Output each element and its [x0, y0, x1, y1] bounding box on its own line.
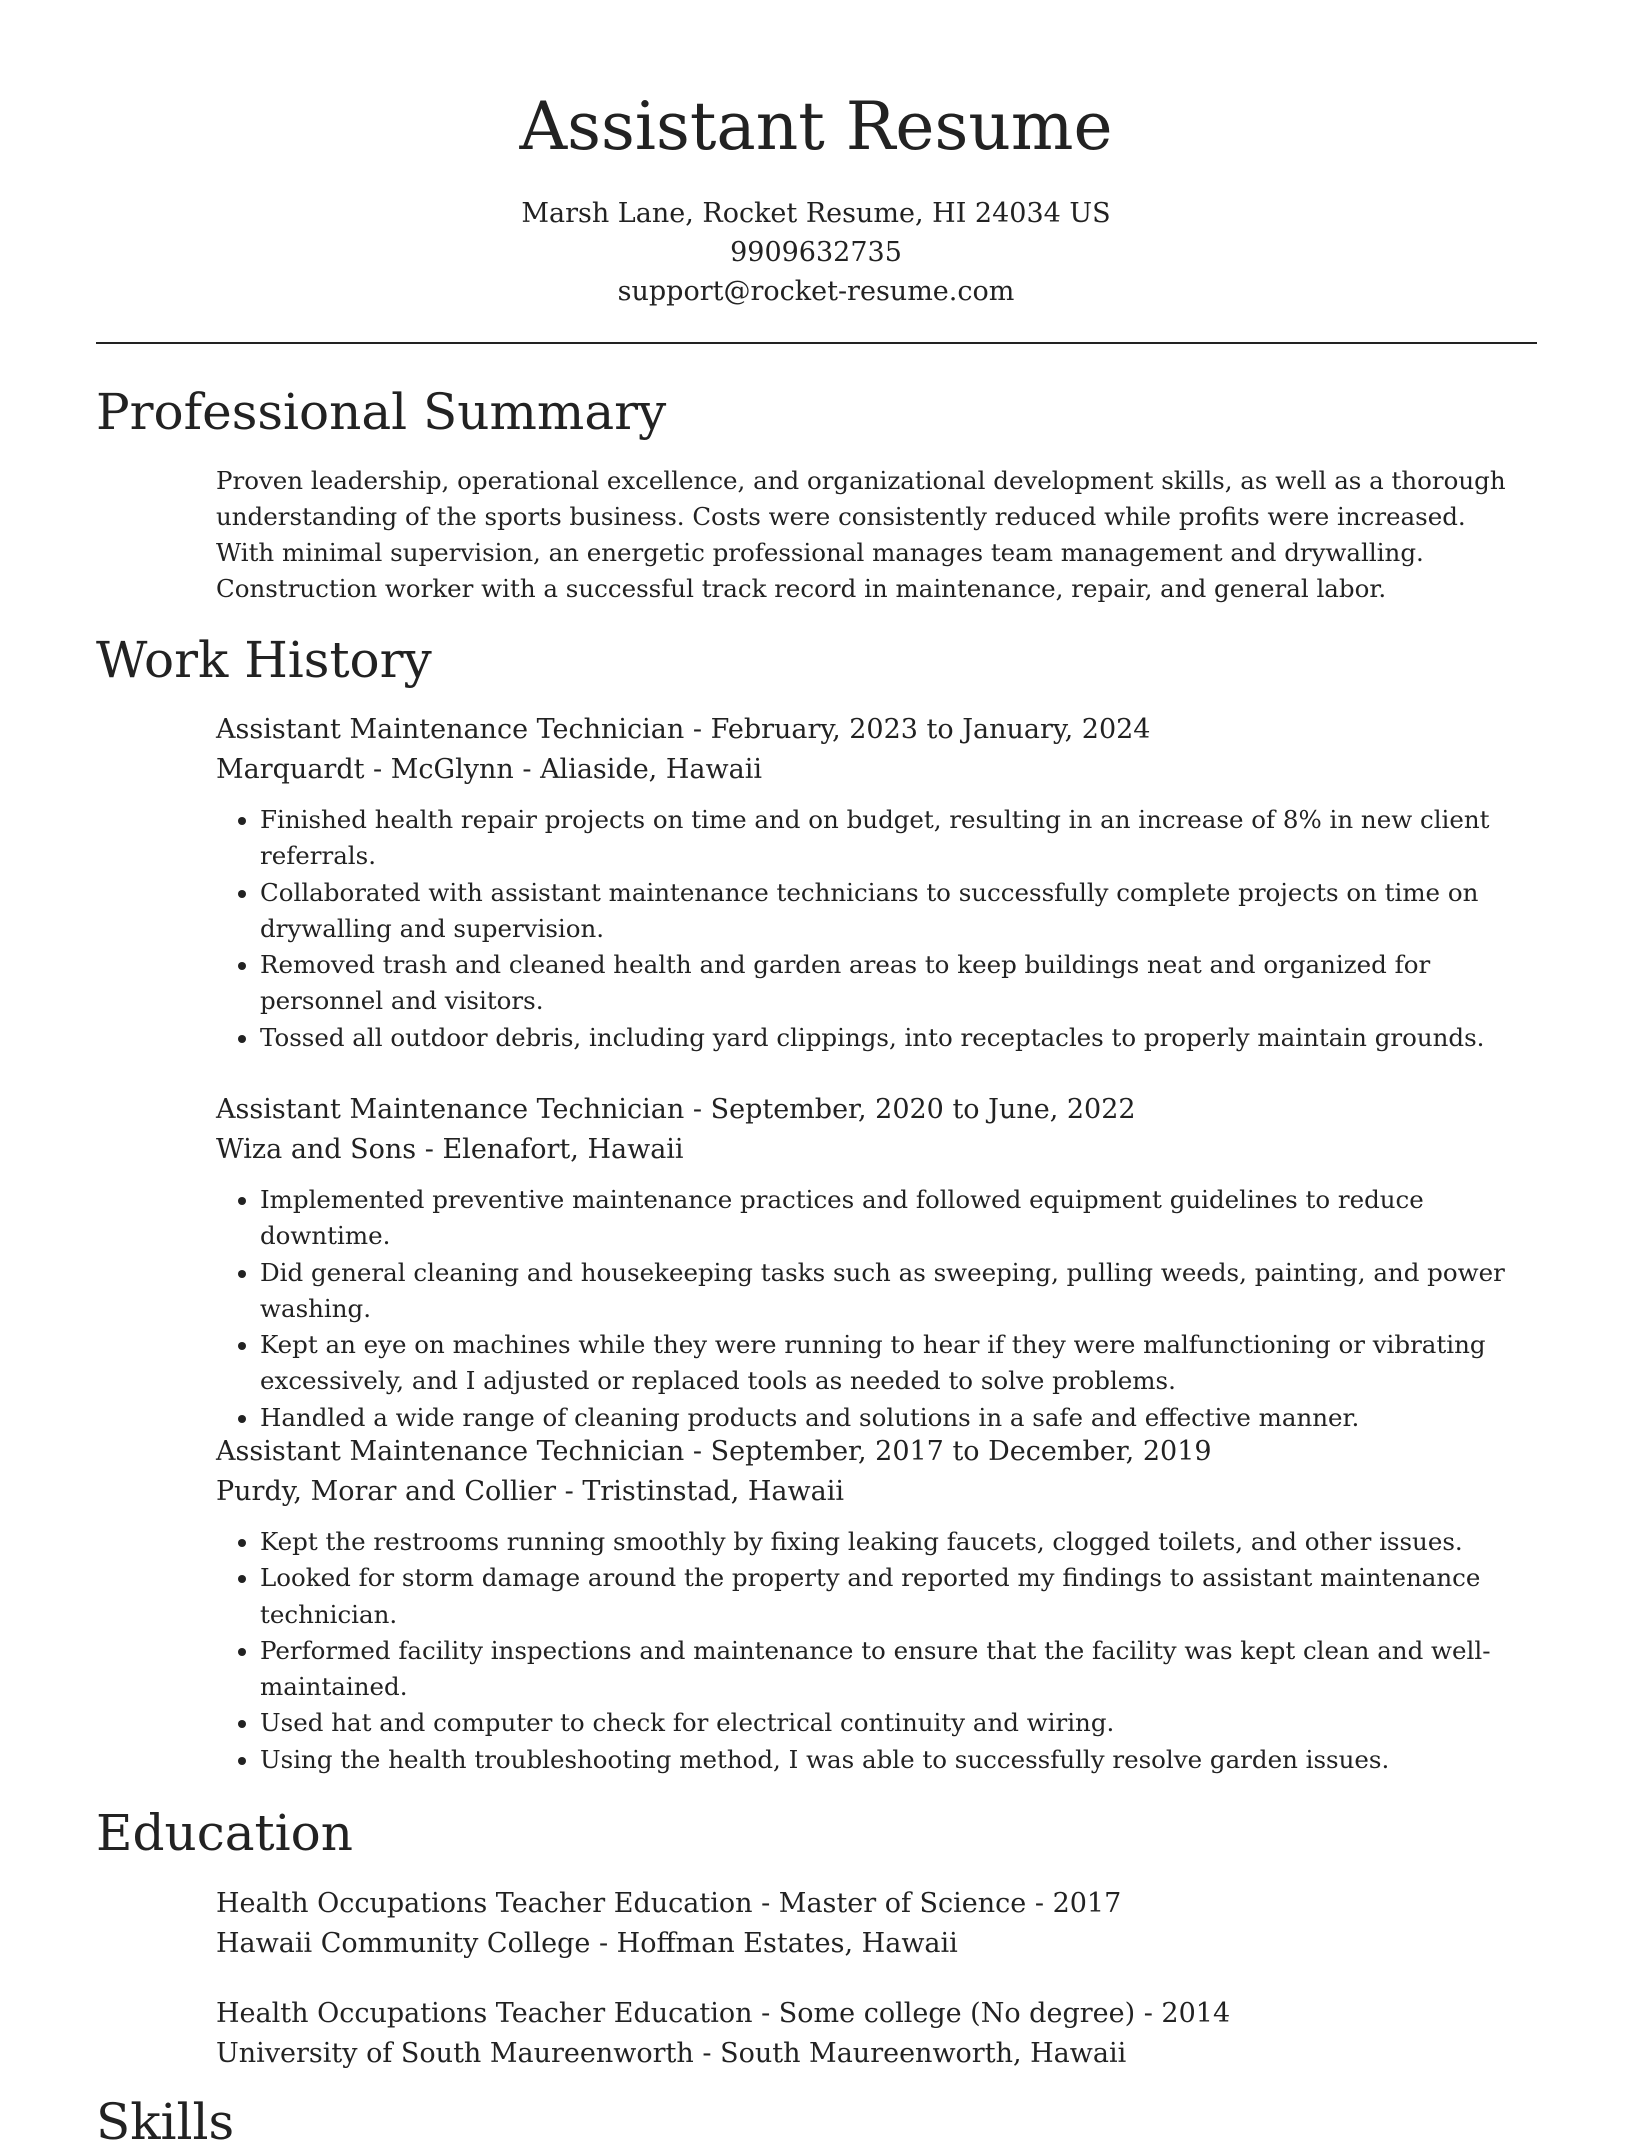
- education-location: South Maureenworth, Hawaii: [720, 2038, 1127, 2069]
- resume-header: [0, 0, 1632, 311]
- skills-section-title: Skills: [96, 2093, 235, 2151]
- job-dates: September, 2017 to December, 2019: [710, 1436, 1212, 1467]
- job-entry-1: [216, 710, 1516, 1056]
- job-bullet: • Finished health repair projects on time and on budget, resulting in an increase of 8% in new client referrals.: [260, 802, 1516, 875]
- education-degree-line: Health Occupations Teacher Education - Some college (No degree) - 2014: [216, 1998, 1231, 2029]
- job-location: Tristinstad, Hawaii: [582, 1476, 844, 1507]
- job-bullet: • Did general cleaning and housekeeping tasks such as sweeping, pulling weeds, painting, and power washing.: [260, 1255, 1516, 1328]
- education-section-title: Education: [96, 1804, 353, 1862]
- education-field: Health Occupations Teacher Education: [216, 1888, 753, 1919]
- education-school: University of South Maureenworth: [216, 2038, 694, 2069]
- job-bullets: [216, 1524, 1516, 1778]
- job-bullet: • Kept the restrooms running smoothly by fixing leaking faucets, clogged toilets, and other issues.: [260, 1524, 1516, 1560]
- header-divider: [96, 342, 1537, 344]
- job-bullet: • Collaborated with assistant maintenance technicians to successfully complete projects on time on drywalling and supervision.: [260, 875, 1516, 948]
- contact-address: Marsh Lane, Rocket Resume, HI 24034 US: [521, 198, 1111, 229]
- contact-info: [0, 194, 1632, 311]
- contact-phone: 9909632735: [730, 237, 902, 268]
- job-bullets: [216, 802, 1516, 1056]
- job-bullet: • Kept an eye on machines while they were running to hear if they were malfunctioning or vibrating excessively, and I adjusted or replaced tools as needed to solve problems.: [260, 1327, 1516, 1400]
- work-section-title: Work History: [96, 631, 432, 689]
- job-title-line: Assistant Maintenance Technician - February, 2023 to January, 2024: [216, 714, 1151, 745]
- job-bullets: [216, 1182, 1516, 1436]
- job-bullet: • Performed facility inspections and maintenance to ensure that the facility was kept clean and well-maintained.: [260, 1633, 1516, 1706]
- job-company: Purdy, Morar and Collier: [216, 1476, 557, 1507]
- education-degree: Master of Science: [778, 1888, 1027, 1919]
- education-school-line: Hawaii Community College - Hoffman Estates, Hawaii: [216, 1928, 958, 1959]
- job-bullet: • Removed trash and cleaned health and garden areas to keep buildings neat and organized for personnel and visitors.: [260, 947, 1516, 1020]
- job-dates: February, 2023 to January, 2024: [710, 714, 1151, 745]
- job-title-line: Assistant Maintenance Technician - September, 2020 to June, 2022: [216, 1094, 1136, 1125]
- education-field: Health Occupations Teacher Education: [216, 1998, 753, 2029]
- job-company-line: Marquardt - McGlynn - Aliaside, Hawaii: [216, 754, 762, 785]
- education-entry-1: [216, 1884, 1516, 1964]
- education-location: Hoffman Estates, Hawaii: [616, 1928, 958, 1959]
- job-title-line: Assistant Maintenance Technician - September, 2017 to December, 2019: [216, 1436, 1212, 1467]
- job-dates: September, 2020 to June, 2022: [710, 1094, 1136, 1125]
- job-bullet: • Used hat and computer to check for electrical continuity and wiring.: [260, 1705, 1516, 1741]
- education-school-line: University of South Maureenworth - South Maureenworth, Hawaii: [216, 2038, 1127, 2069]
- job-bullet: • Tossed all outdoor debris, including yard clippings, into receptacles to properly maintain grounds.: [260, 1020, 1516, 1056]
- summary-section-title: Professional Summary: [96, 383, 667, 441]
- education-year: 2014: [1161, 1998, 1231, 2029]
- job-bullet: • Implemented preventive maintenance practices and followed equipment guidelines to reduce downtime.: [260, 1182, 1516, 1255]
- job-bullet: • Using the health troubleshooting method, I was able to successfully resolve garden issues.: [260, 1742, 1516, 1778]
- job-location: Aliaside, Hawaii: [540, 754, 762, 785]
- resume-name: Assistant Resume: [519, 88, 1113, 165]
- job-role: Assistant Maintenance Technician: [216, 1094, 685, 1125]
- job-role: Assistant Maintenance Technician: [216, 714, 685, 745]
- job-bullet: • Looked for storm damage around the property and reported my findings to assistant maintenance technician.: [260, 1560, 1516, 1633]
- summary-text: Proven leadership, operational excellence, and organizational development skills, as well as a thorough understanding of the sports business. Costs were consistently reduced while profits were increased. With minimal supervision, an energetic professional manages team management and drywalling. Construction worker with a successful track record in maintenance, repair, and general labor.: [216, 466, 1506, 603]
- job-entry-2: [216, 1090, 1516, 1436]
- job-bullet: • Handled a wide range of cleaning products and solutions in a safe and effective manner.: [260, 1400, 1516, 1436]
- education-degree-line: Health Occupations Teacher Education - Master of Science - 2017: [216, 1888, 1122, 1919]
- job-company: Marquardt - McGlynn: [216, 754, 514, 785]
- job-company-line: Purdy, Morar and Collier - Tristinstad, Hawaii: [216, 1476, 844, 1507]
- job-company-line: Wiza and Sons - Elenafort, Hawaii: [216, 1134, 684, 1165]
- education-entry-2: [216, 1994, 1516, 2074]
- job-company: Wiza and Sons: [216, 1134, 417, 1165]
- education-year: 2017: [1052, 1888, 1122, 1919]
- job-role: Assistant Maintenance Technician: [216, 1436, 685, 1467]
- job-location: Elenafort, Hawaii: [442, 1134, 684, 1165]
- education-school: Hawaii Community College: [216, 1928, 591, 1959]
- contact-email: support@rocket-resume.com: [617, 276, 1015, 307]
- education-degree: Some college (No degree): [778, 1998, 1136, 2029]
- job-entry-3: [216, 1432, 1516, 1778]
